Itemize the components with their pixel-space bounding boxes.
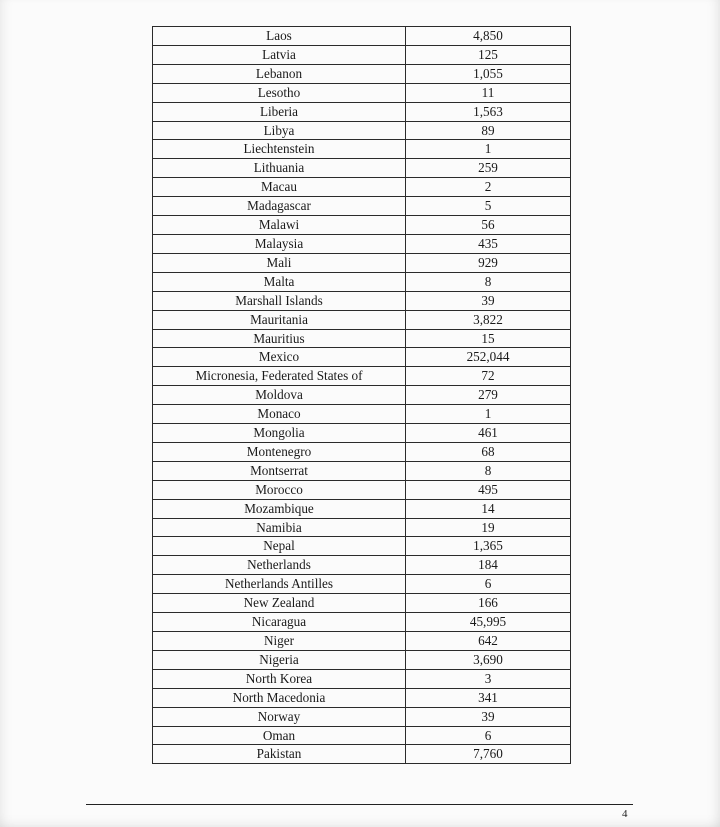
value-cell: 89 <box>406 121 571 140</box>
table-row <box>153 64 571 83</box>
table-row <box>153 159 571 178</box>
country-cell: Nigeria <box>153 650 406 669</box>
country-cell: Oman <box>153 726 406 745</box>
value-cell: 495 <box>406 480 571 499</box>
country-cell: Lithuania <box>153 159 406 178</box>
country-cell: Moldova <box>153 386 406 405</box>
table-row <box>153 461 571 480</box>
table-row <box>153 140 571 159</box>
table-row <box>153 537 571 556</box>
value-cell: 4,850 <box>406 27 571 46</box>
country-cell: Morocco <box>153 480 406 499</box>
value-cell: 461 <box>406 424 571 443</box>
value-cell: 2 <box>406 178 571 197</box>
value-cell: 1,055 <box>406 64 571 83</box>
value-cell: 68 <box>406 442 571 461</box>
value-cell: 125 <box>406 45 571 64</box>
table-body <box>153 27 571 764</box>
value-cell: 14 <box>406 499 571 518</box>
table-row <box>153 27 571 46</box>
value-cell: 45,995 <box>406 613 571 632</box>
table-row <box>153 594 571 613</box>
value-cell: 5 <box>406 197 571 216</box>
page-number: 4 <box>622 808 628 820</box>
country-cell: Liberia <box>153 102 406 121</box>
country-cell: Netherlands <box>153 556 406 575</box>
table-row <box>153 688 571 707</box>
table-row <box>153 272 571 291</box>
value-cell: 72 <box>406 367 571 386</box>
country-cell: Micronesia, Federated States of <box>153 367 406 386</box>
value-cell: 1 <box>406 140 571 159</box>
value-cell: 3 <box>406 669 571 688</box>
value-cell: 8 <box>406 461 571 480</box>
value-cell: 11 <box>406 83 571 102</box>
value-cell: 166 <box>406 594 571 613</box>
country-cell: Marshall Islands <box>153 291 406 310</box>
value-cell: 259 <box>406 159 571 178</box>
country-cell: Lebanon <box>153 64 406 83</box>
table-row <box>153 178 571 197</box>
value-cell: 341 <box>406 688 571 707</box>
table-row <box>153 575 571 594</box>
table-row <box>153 367 571 386</box>
country-cell: Mozambique <box>153 499 406 518</box>
table-row <box>153 348 571 367</box>
table-row <box>153 197 571 216</box>
table-row <box>153 216 571 235</box>
table-row <box>153 518 571 537</box>
country-cell: Lesotho <box>153 83 406 102</box>
country-cell: Norway <box>153 707 406 726</box>
table-row <box>153 329 571 348</box>
value-cell: 252,044 <box>406 348 571 367</box>
table-row <box>153 556 571 575</box>
value-cell: 39 <box>406 291 571 310</box>
country-cell: Pakistan <box>153 745 406 764</box>
country-cell: Mauritius <box>153 329 406 348</box>
country-cell: Madagascar <box>153 197 406 216</box>
table-row <box>153 386 571 405</box>
country-cell: Montenegro <box>153 442 406 461</box>
table-row <box>153 480 571 499</box>
table-row <box>153 234 571 253</box>
table-row <box>153 405 571 424</box>
country-table <box>152 26 571 764</box>
table-row <box>153 669 571 688</box>
country-cell: Namibia <box>153 518 406 537</box>
country-cell: Mauritania <box>153 310 406 329</box>
value-cell: 19 <box>406 518 571 537</box>
country-cell: Niger <box>153 632 406 651</box>
value-cell: 929 <box>406 253 571 272</box>
table-row <box>153 745 571 764</box>
value-cell: 3,690 <box>406 650 571 669</box>
table-row <box>153 253 571 272</box>
value-cell: 279 <box>406 386 571 405</box>
country-cell: Malawi <box>153 216 406 235</box>
country-cell: Malta <box>153 272 406 291</box>
country-cell: Macau <box>153 178 406 197</box>
country-cell: New Zealand <box>153 594 406 613</box>
value-cell: 56 <box>406 216 571 235</box>
value-cell: 642 <box>406 632 571 651</box>
country-cell: Monaco <box>153 405 406 424</box>
country-cell: North Macedonia <box>153 688 406 707</box>
footer-rule <box>86 804 633 805</box>
value-cell: 8 <box>406 272 571 291</box>
value-cell: 1,563 <box>406 102 571 121</box>
value-cell: 7,760 <box>406 745 571 764</box>
country-cell: Mongolia <box>153 424 406 443</box>
value-cell: 184 <box>406 556 571 575</box>
country-cell: Nepal <box>153 537 406 556</box>
table-row <box>153 291 571 310</box>
value-cell: 15 <box>406 329 571 348</box>
country-cell: Mali <box>153 253 406 272</box>
table-row <box>153 726 571 745</box>
table-row <box>153 499 571 518</box>
value-cell: 1,365 <box>406 537 571 556</box>
country-cell: Mexico <box>153 348 406 367</box>
country-cell: Liechtenstein <box>153 140 406 159</box>
value-cell: 39 <box>406 707 571 726</box>
table-row <box>153 707 571 726</box>
value-cell: 435 <box>406 234 571 253</box>
country-cell: Montserrat <box>153 461 406 480</box>
country-cell: Libya <box>153 121 406 140</box>
value-cell: 6 <box>406 575 571 594</box>
table-row <box>153 45 571 64</box>
country-cell: Netherlands Antilles <box>153 575 406 594</box>
table-row <box>153 83 571 102</box>
country-cell: Malaysia <box>153 234 406 253</box>
value-cell: 6 <box>406 726 571 745</box>
table-row <box>153 650 571 669</box>
value-cell: 3,822 <box>406 310 571 329</box>
country-cell: Nicaragua <box>153 613 406 632</box>
table-row <box>153 102 571 121</box>
table-row <box>153 442 571 461</box>
table-row <box>153 121 571 140</box>
country-cell: North Korea <box>153 669 406 688</box>
table-row <box>153 310 571 329</box>
value-cell: 1 <box>406 405 571 424</box>
table-row <box>153 424 571 443</box>
table-row <box>153 613 571 632</box>
country-cell: Latvia <box>153 45 406 64</box>
table-row <box>153 632 571 651</box>
country-cell: Laos <box>153 27 406 46</box>
